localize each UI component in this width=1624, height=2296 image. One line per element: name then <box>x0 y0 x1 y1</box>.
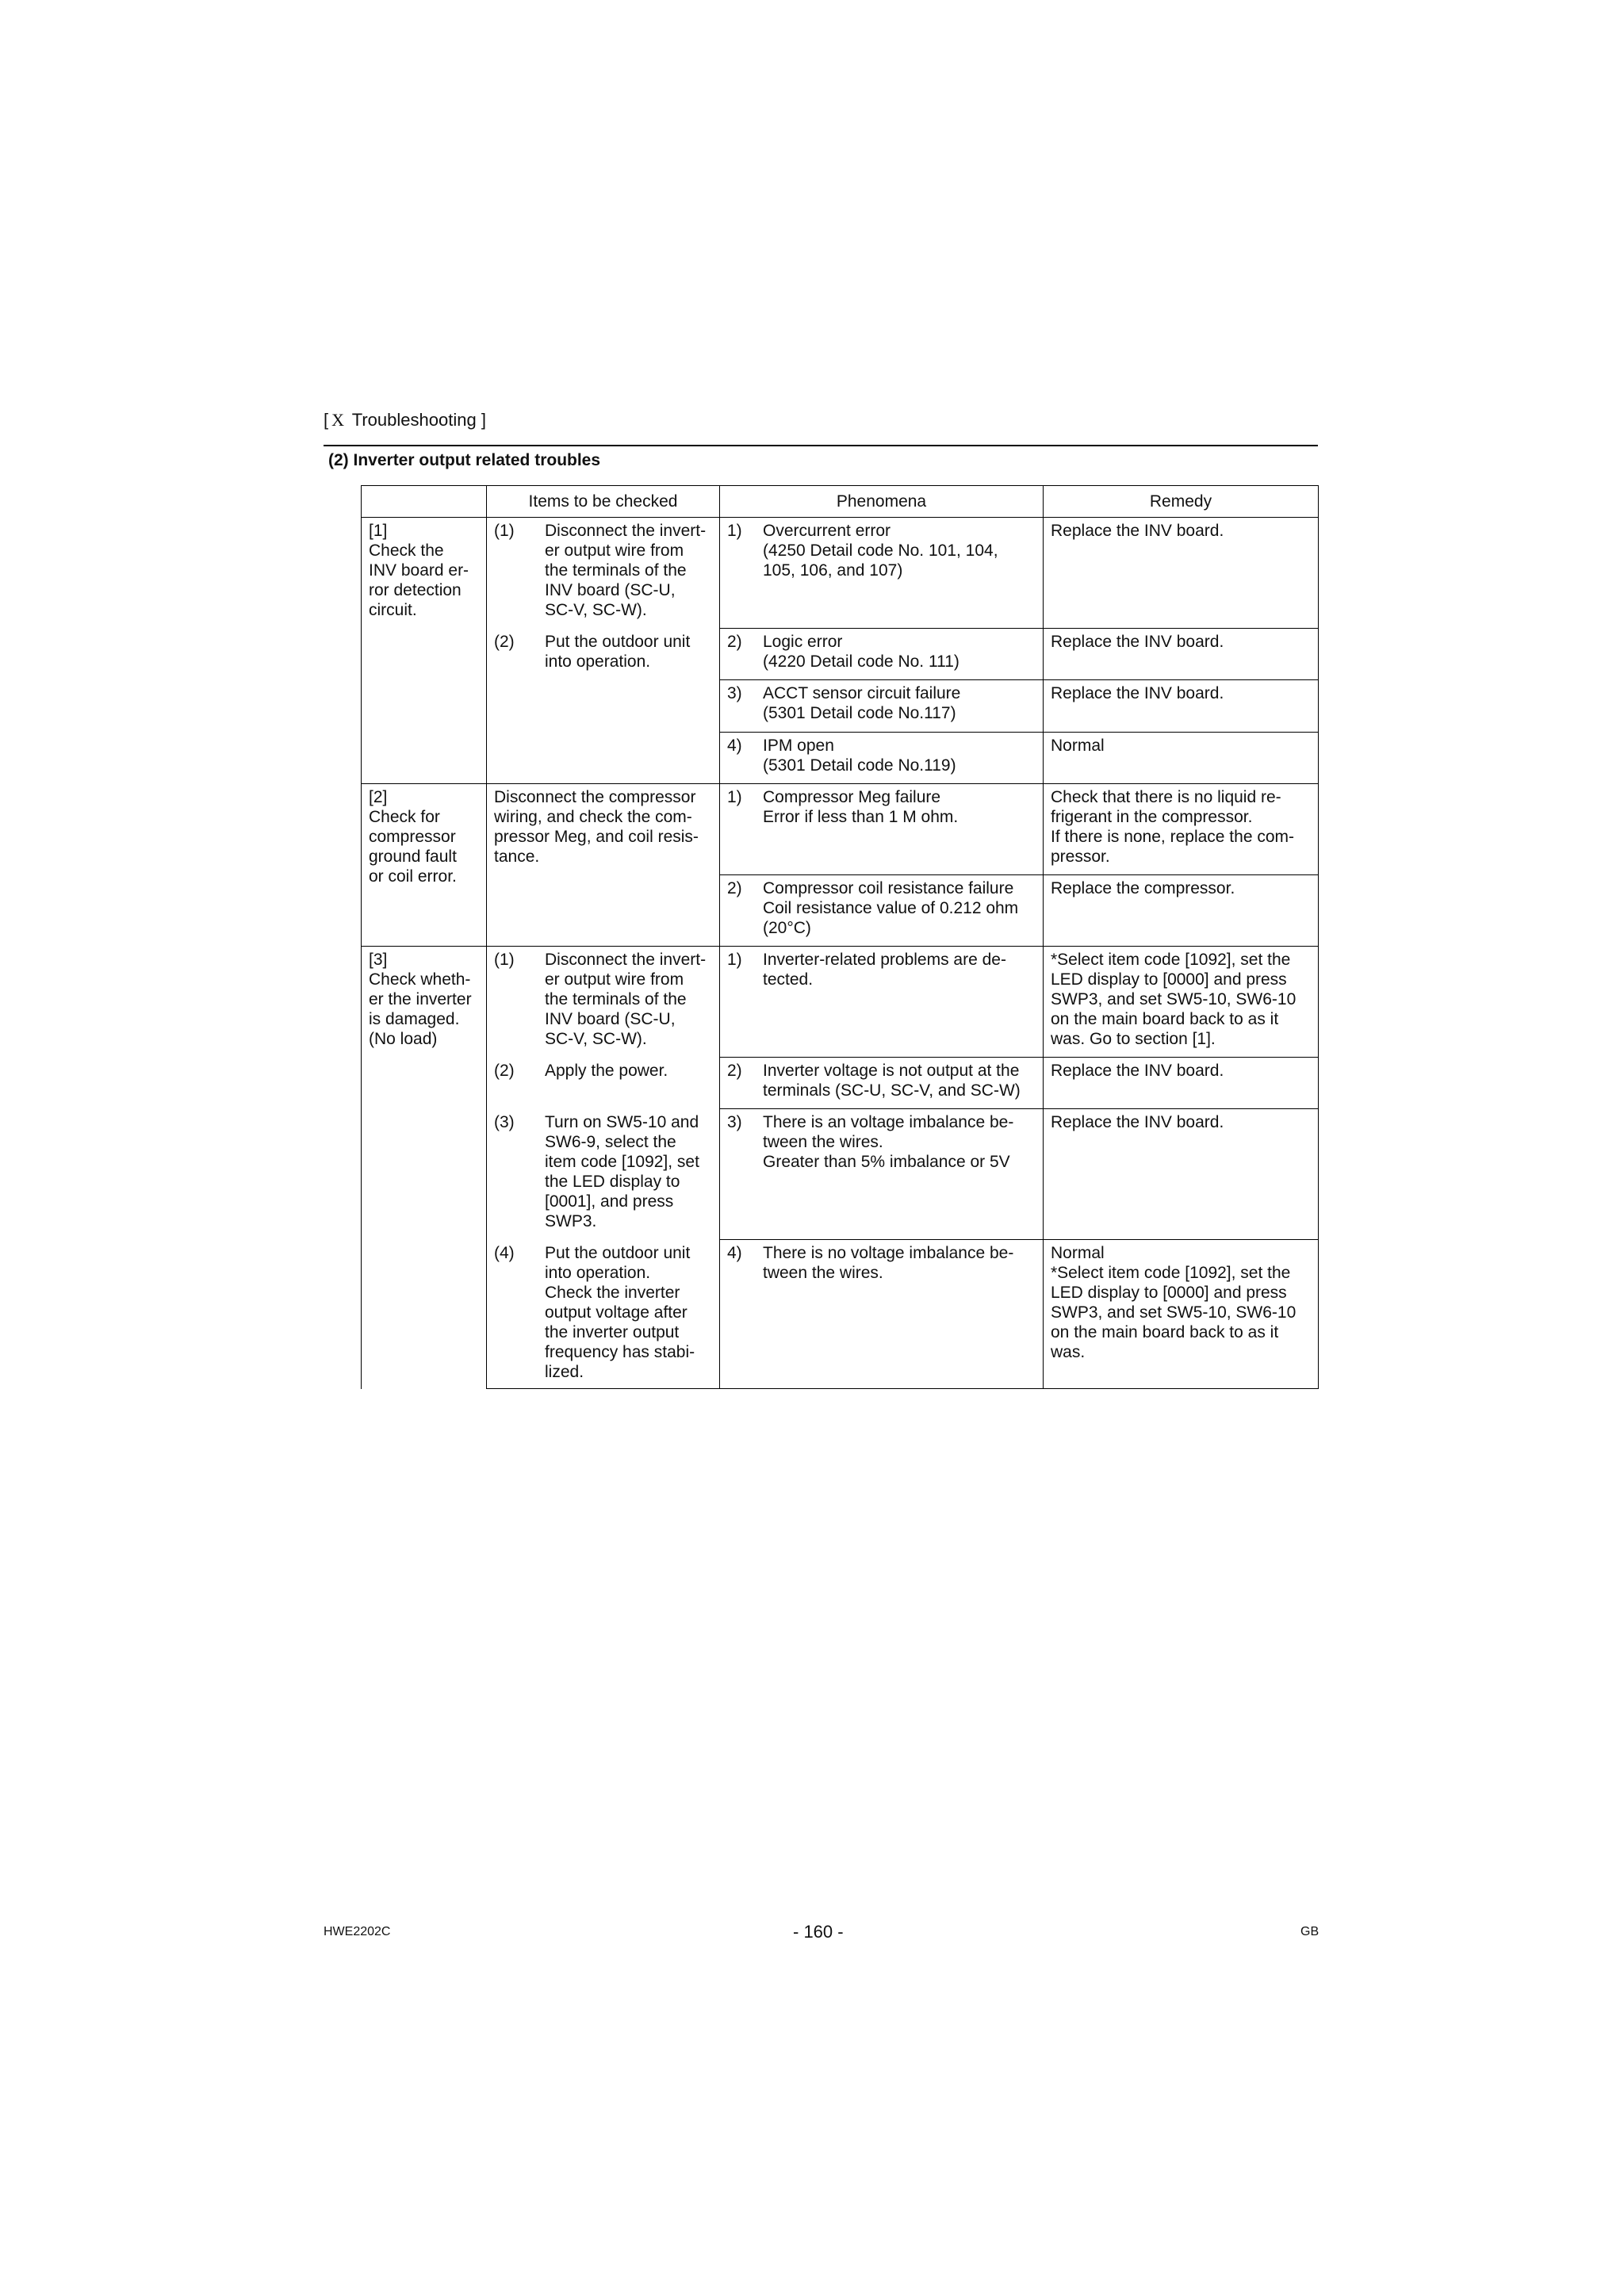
step-line: item code [1092], set <box>545 1152 699 1171</box>
step-line: Turn on SW5-10 and <box>545 1112 699 1131</box>
step-number: (2) <box>494 632 515 651</box>
step-line: Put the outdoor unit <box>545 1243 691 1262</box>
check-line: (No load) <box>369 1030 438 1048</box>
phenomena-line: Compressor coil resistance failure <box>763 879 1014 897</box>
table-row <box>362 1058 1319 1109</box>
step-line: SW6-9, select the <box>545 1132 676 1151</box>
remedy-cell <box>1044 875 1319 947</box>
header-bracket-close: ] <box>481 410 486 430</box>
document-code: HWE2202C <box>324 1925 391 1938</box>
step-line: [0001], and press <box>545 1192 674 1211</box>
phenomena-cell <box>720 518 1044 629</box>
phenomena-line: (4250 Detail code No. 101, 104, <box>763 541 998 560</box>
phenomena-line: terminals (SC-U, SC-V, and SC-W) <box>763 1081 1021 1100</box>
remedy-line: LED display to [0000] and press <box>1051 1284 1287 1302</box>
remedy-line: Normal <box>1051 737 1105 755</box>
section-title: (2) Inverter output related troubles <box>328 451 601 469</box>
phenomena-number: 3) <box>727 684 742 702</box>
remedy-cell <box>1044 518 1319 629</box>
step-cell <box>487 1058 720 1109</box>
phenomena-line: ACCT sensor circuit failure <box>763 684 961 702</box>
phenomena-line: Inverter-related problems are de- <box>763 951 1006 969</box>
language-code: GB <box>1300 1925 1320 1938</box>
phenomena-number: 2) <box>727 879 742 897</box>
remedy-line: Replace the INV board. <box>1051 1113 1224 1131</box>
phenomena-line: Compressor Meg failure <box>763 788 941 806</box>
step-cell <box>487 518 720 629</box>
phenomena-cell <box>720 1058 1044 1109</box>
header-rule <box>324 445 1318 446</box>
step-line: the terminals of the <box>545 561 687 580</box>
table-row <box>362 1240 1319 1389</box>
check-line: compressor <box>369 828 456 846</box>
header-chapter-number: X <box>331 410 345 430</box>
phenomena-number: 1) <box>727 951 742 969</box>
phenomena-line: tween the wires. <box>763 1264 883 1282</box>
step-line: Disconnect the invert- <box>545 951 707 969</box>
phenomena-line: There is an voltage imbalance be- <box>763 1113 1014 1131</box>
remedy-line: pressor. <box>1051 848 1110 866</box>
remedy-cell <box>1044 680 1319 733</box>
phenomena-cell <box>720 629 1044 680</box>
phenomena-cell <box>720 680 1044 733</box>
step-line: frequency has stabi- <box>545 1342 695 1361</box>
phenomena-line: IPM open <box>763 737 834 755</box>
step-line: wiring, and check the com- <box>494 808 692 826</box>
column-header-phenomena: Phenomena <box>720 486 1044 518</box>
phenomena-line: Coil resistance value of 0.212 ohm <box>763 899 1019 917</box>
phenomena-line: There is no voltage imbalance be- <box>763 1244 1014 1262</box>
step-line: er output wire from <box>545 541 684 560</box>
step-line: er output wire from <box>545 970 684 989</box>
remedy-line: on the main board back to as it <box>1051 1010 1279 1028</box>
check-line: Check wheth- <box>369 970 471 989</box>
phenomena-cell <box>720 784 1044 875</box>
phenomena-line: Logic error <box>763 633 843 651</box>
remedy-line: Replace the INV board. <box>1051 522 1224 540</box>
column-header-remedy: Remedy <box>1044 486 1319 518</box>
phenomena-line: Error if less than 1 M ohm. <box>763 808 959 826</box>
step-line: the terminals of the <box>545 990 687 1008</box>
phenomena-line: tected. <box>763 970 814 989</box>
step-line: lized. <box>545 1362 584 1381</box>
troubleshooting-table <box>361 485 1319 1389</box>
check-item-3 <box>362 947 487 1389</box>
remedy-line: LED display to [0000] and press <box>1051 970 1287 989</box>
remedy-line: Replace the compressor. <box>1051 879 1235 897</box>
check-line: Check for <box>369 808 440 826</box>
remedy-line: Replace the INV board. <box>1051 684 1224 702</box>
phenomena-cell <box>720 1109 1044 1240</box>
remedy-cell <box>1044 629 1319 680</box>
check-line: er the inverter <box>369 990 472 1008</box>
step-line: SC-V, SC-W). <box>545 1030 647 1048</box>
header-bracket-open: [ <box>324 410 329 430</box>
check-line: [3] <box>369 951 388 969</box>
remedy-line: was. <box>1051 1343 1086 1361</box>
check-item-1 <box>362 518 487 784</box>
step-line: Disconnect the invert- <box>545 522 707 540</box>
step-line: INV board (SC-U, <box>545 581 676 599</box>
phenomena-cell <box>720 733 1044 784</box>
phenomena-number: 1) <box>727 788 742 806</box>
column-header-items: Items to be checked <box>487 486 720 518</box>
remedy-cell <box>1044 733 1319 784</box>
table-row <box>362 629 1319 680</box>
remedy-line: was. Go to section [1]. <box>1051 1030 1216 1048</box>
check-line: INV board er- <box>369 561 469 580</box>
phenomena-number: 4) <box>727 1244 742 1262</box>
check-line: or coil error. <box>369 867 457 886</box>
phenomena-cell <box>720 875 1044 947</box>
remedy-line: SWP3, and set SW5-10, SW6-10 <box>1051 1303 1297 1322</box>
step-line: SWP3. <box>545 1211 597 1230</box>
step-line: tance. <box>494 848 540 866</box>
phenomena-line: (5301 Detail code No.117) <box>763 704 956 722</box>
step-cell <box>487 1109 720 1240</box>
check-line: [1] <box>369 522 388 540</box>
remedy-cell <box>1044 1109 1319 1240</box>
table-row <box>362 947 1319 1058</box>
phenomena-line: (4220 Detail code No. 111) <box>763 652 959 671</box>
check-line: is damaged. <box>369 1010 460 1028</box>
table-row <box>362 784 1319 875</box>
table-row <box>362 1109 1319 1240</box>
step-cell <box>487 784 720 947</box>
remedy-cell <box>1044 784 1319 875</box>
remedy-line: If there is none, replace the com- <box>1051 828 1294 846</box>
step-line: Check the inverter <box>545 1283 680 1302</box>
step-line: into operation. <box>545 652 651 671</box>
step-cell <box>487 629 720 784</box>
remedy-line: Replace the INV board. <box>1051 1062 1224 1080</box>
phenomena-line: Greater than 5% imbalance or 5V <box>763 1153 1010 1171</box>
phenomena-line: Inverter voltage is not output at the <box>763 1062 1020 1080</box>
remedy-line: *Select item code [1092], set the <box>1051 951 1291 969</box>
step-line: Disconnect the compressor <box>494 788 696 806</box>
remedy-line: on the main board back to as it <box>1051 1323 1279 1341</box>
check-line: ground fault <box>369 848 457 866</box>
header-title: Troubleshooting <box>351 410 477 430</box>
phenomena-line: (20°C) <box>763 919 811 937</box>
remedy-cell <box>1044 1058 1319 1109</box>
step-line: Put the outdoor unit <box>545 632 691 651</box>
check-line: circuit. <box>369 601 417 619</box>
step-number: (4) <box>494 1243 515 1262</box>
step-line: Apply the power. <box>545 1061 668 1080</box>
remedy-line: SWP3, and set SW5-10, SW6-10 <box>1051 990 1297 1008</box>
phenomena-number: 2) <box>727 1062 742 1080</box>
remedy-cell <box>1044 947 1319 1058</box>
phenomena-number: 1) <box>727 522 742 540</box>
remedy-line: Normal <box>1051 1244 1105 1262</box>
remedy-line: Check that there is no liquid re- <box>1051 788 1281 806</box>
phenomena-line: (5301 Detail code No.119) <box>763 756 956 775</box>
step-cell <box>487 947 720 1058</box>
remedy-cell <box>1044 1240 1319 1389</box>
step-line: into operation. <box>545 1263 651 1282</box>
step-line: output voltage after <box>545 1303 688 1322</box>
phenomena-number: 2) <box>727 633 742 651</box>
phenomena-number: 4) <box>727 737 742 755</box>
phenomena-line: tween the wires. <box>763 1133 883 1151</box>
step-number: (1) <box>494 522 515 540</box>
step-line: SC-V, SC-W). <box>545 601 647 619</box>
table-row <box>362 518 1319 629</box>
step-number: (2) <box>494 1061 515 1080</box>
step-line: the LED display to <box>545 1172 680 1191</box>
table-header-row <box>362 486 1319 518</box>
phenomena-number: 3) <box>727 1113 742 1131</box>
remedy-line: *Select item code [1092], set the <box>1051 1264 1291 1282</box>
phenomena-line: Overcurrent error <box>763 522 891 540</box>
step-line: the inverter output <box>545 1322 680 1341</box>
remedy-line: Replace the INV board. <box>1051 633 1224 651</box>
step-line: INV board (SC-U, <box>545 1010 676 1028</box>
remedy-line: frigerant in the compressor. <box>1051 808 1253 826</box>
step-number: (1) <box>494 951 515 969</box>
check-line: ror detection <box>369 581 462 599</box>
step-line: pressor Meg, and coil resis- <box>494 828 699 846</box>
page-header <box>324 410 486 430</box>
step-cell <box>487 1240 720 1389</box>
check-line: Check the <box>369 541 444 560</box>
step-number: (3) <box>494 1112 515 1131</box>
check-item-2 <box>362 784 487 947</box>
page-number: - 160 - <box>793 1922 844 1942</box>
phenomena-cell <box>720 947 1044 1058</box>
phenomena-line: 105, 106, and 107) <box>763 561 903 580</box>
check-line: [2] <box>369 788 388 806</box>
phenomena-cell <box>720 1240 1044 1389</box>
column-header-check <box>362 486 487 518</box>
